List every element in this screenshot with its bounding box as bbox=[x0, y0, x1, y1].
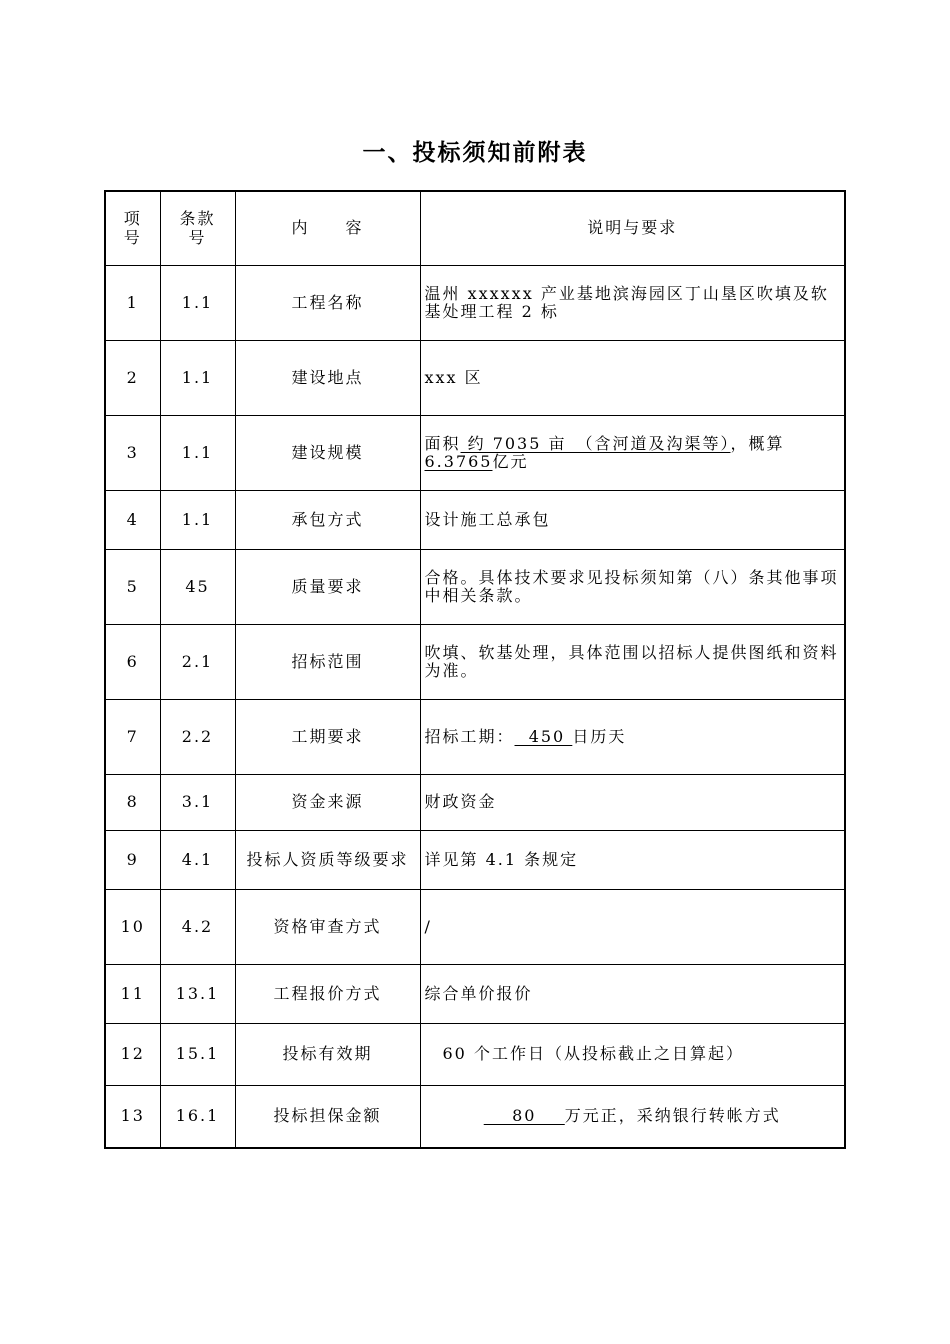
row-content: 资格审查方式 bbox=[235, 889, 420, 964]
row-clause: 2.1 bbox=[160, 624, 235, 699]
row-no: 6 bbox=[105, 624, 160, 699]
row-clause: 15.1 bbox=[160, 1023, 235, 1085]
table-row bbox=[105, 549, 845, 624]
row-no: 3 bbox=[105, 415, 160, 490]
row-description: 80 万元正，采纳银行转帐方式 bbox=[420, 1085, 845, 1148]
row-clause: 1.1 bbox=[160, 265, 235, 340]
row-content: 投标担保金额 bbox=[235, 1085, 420, 1148]
row-no: 7 bbox=[105, 699, 160, 774]
budget-value: 6.3765 bbox=[424, 451, 493, 471]
row-clause: 1.1 bbox=[160, 415, 235, 490]
table-row bbox=[105, 889, 845, 964]
row-description: xxx 区 bbox=[420, 340, 845, 415]
row-content: 投标人资质等级要求 bbox=[235, 830, 420, 889]
row-content: 质量要求 bbox=[235, 549, 420, 624]
header-content: 内 容 bbox=[235, 191, 420, 265]
row-clause: 4.2 bbox=[160, 889, 235, 964]
row-clause: 13.1 bbox=[160, 964, 235, 1023]
row-content: 工程名称 bbox=[235, 265, 420, 340]
bid-notice-table bbox=[104, 190, 846, 1149]
row-no: 13 bbox=[105, 1085, 160, 1148]
row-description: / bbox=[420, 889, 845, 964]
row-no: 2 bbox=[105, 340, 160, 415]
scale-area-value: 约 7035 亩 （含河道及沟渠等） bbox=[460, 433, 731, 453]
table-header-row bbox=[105, 191, 845, 265]
row-content: 承包方式 bbox=[235, 490, 420, 549]
duration-value: 450 bbox=[514, 726, 573, 746]
row-content: 招标范围 bbox=[235, 624, 420, 699]
row-description: 合格。具体技术要求见投标须知第（八）条其他事项中相关条款。 bbox=[420, 549, 845, 624]
page-title: 一、投标须知前附表 bbox=[362, 139, 588, 166]
row-no: 11 bbox=[105, 964, 160, 1023]
row-content: 建设地点 bbox=[235, 340, 420, 415]
row-no: 8 bbox=[105, 774, 160, 830]
row-clause: 1.1 bbox=[160, 340, 235, 415]
header-clause-no: 条款 号 bbox=[160, 191, 235, 265]
row-no: 9 bbox=[105, 830, 160, 889]
row-clause: 4.1 bbox=[160, 830, 235, 889]
row-description: 招标工期： 450 日历天 bbox=[420, 699, 845, 774]
table-row bbox=[105, 699, 845, 774]
table-row bbox=[105, 964, 845, 1023]
row-no: 1 bbox=[105, 265, 160, 340]
table-row bbox=[105, 490, 845, 549]
row-content: 建设规模 bbox=[235, 415, 420, 490]
table-row bbox=[105, 415, 845, 490]
table-row bbox=[105, 774, 845, 830]
row-description: 面积 约 7035 亩 （含河道及沟渠等），概算6.3765亿元 bbox=[420, 415, 845, 490]
row-description: 详见第 4.1 条规定 bbox=[420, 830, 845, 889]
row-clause: 2.2 bbox=[160, 699, 235, 774]
row-clause: 3.1 bbox=[160, 774, 235, 830]
row-content: 工期要求 bbox=[235, 699, 420, 774]
header-item-no: 项 号 bbox=[105, 191, 160, 265]
row-clause: 1.1 bbox=[160, 490, 235, 549]
row-clause: 16.1 bbox=[160, 1085, 235, 1148]
header-description: 说明与要求 bbox=[420, 191, 845, 265]
row-description: 设计施工总承包 bbox=[420, 490, 845, 549]
row-no: 5 bbox=[105, 549, 160, 624]
row-description: 综合单价报价 bbox=[420, 964, 845, 1023]
guarantee-amount-value: 80 bbox=[483, 1106, 565, 1126]
row-clause: 45 bbox=[160, 549, 235, 624]
row-no: 10 bbox=[105, 889, 160, 964]
table-row bbox=[105, 265, 845, 340]
row-description: 温州 xxxxxx 产业基地滨海园区丁山垦区吹填及软基处理工程 2 标 bbox=[420, 265, 845, 340]
row-no: 4 bbox=[105, 490, 160, 549]
table-row bbox=[105, 340, 845, 415]
row-description: 吹填、软基处理，具体范围以招标人提供图纸和资料为准。 bbox=[420, 624, 845, 699]
table-row bbox=[105, 830, 845, 889]
row-content: 资金来源 bbox=[235, 774, 420, 830]
row-description: 60 个工作日（从投标截止之日算起） bbox=[420, 1023, 845, 1085]
table-row bbox=[105, 624, 845, 699]
table-row bbox=[105, 1023, 845, 1085]
row-no: 12 bbox=[105, 1023, 160, 1085]
row-description: 财政资金 bbox=[420, 774, 845, 830]
table-row bbox=[105, 1085, 845, 1148]
row-content: 工程报价方式 bbox=[235, 964, 420, 1023]
row-content: 投标有效期 bbox=[235, 1023, 420, 1085]
